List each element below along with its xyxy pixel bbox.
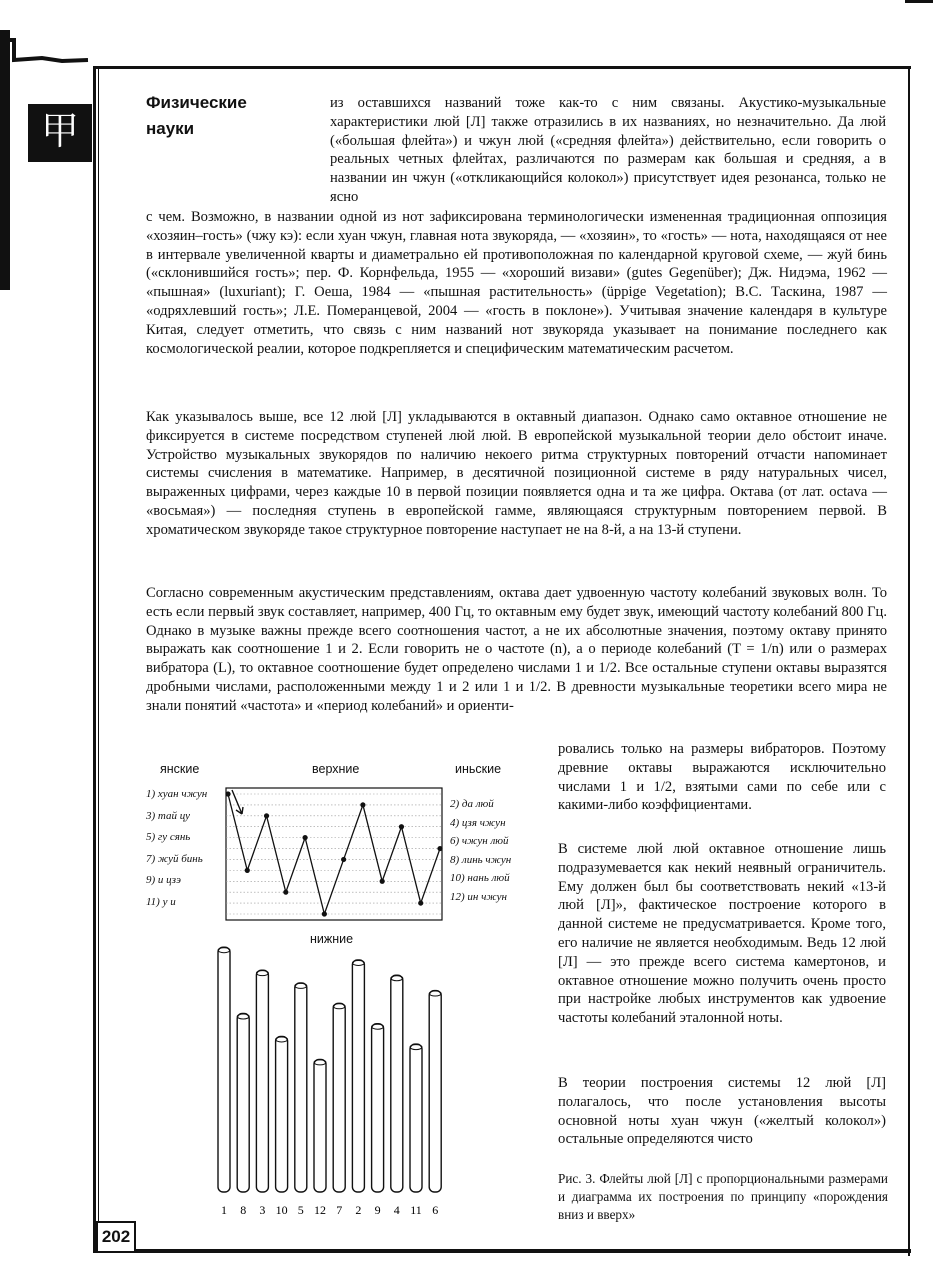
right-note-1: 2) да люй [450, 798, 494, 810]
diagram-point-7 [341, 857, 346, 862]
diagram-point-9 [380, 879, 385, 884]
diagram-point-2 [360, 802, 365, 807]
margin-scribble [2, 30, 90, 64]
flute-label-2: 2 [355, 1203, 362, 1217]
flute-bar-9 [372, 1024, 384, 1192]
right-note-4: 8) линь чжун [450, 853, 512, 866]
left-note-4: 7) жуй бинь [146, 852, 203, 865]
diagram-point-12 [322, 911, 327, 916]
section-title-line1: Физические [146, 93, 247, 112]
left-note-2: 3) тай цу [146, 809, 190, 822]
flute-label-12: 12 [314, 1203, 326, 1217]
flute-label-4: 4 [393, 1203, 400, 1217]
flute-bar-7 [333, 1003, 345, 1192]
paragraph-4: Согласно современным акустическим представлениям, октава дает удвоенную частоту колебаний звуковых волн. То есть если первый звук составляет, например, 400 Гц, то октавным ему будет звук, имеющий частоту колебаний 800 Гц. Однако в музыке важны прежде всего соотношения частот, а не их абсолютные значения, поэтому октаву принято выражать как соотношение 1 и 2. Если говорить не о частоте (n), а о периоде колебаний (T = 1/n) или о размерах вибратора (L), то октавное соотношение будет определено числами 1 и 1/2. Все остальные ступени октавы выразятся дробными числами, расположенными между 1 и 2 или 1 и 1/2. В древности музыкальные теоретики всего мира не знали понятий «частота» и «период колебаний» и ориенти- [146, 585, 887, 714]
figure-label-yin: иньские [455, 762, 502, 776]
frame-bottom-rule [93, 1249, 911, 1253]
flutes-chart [200, 930, 460, 1220]
flute-label-8: 8 [240, 1203, 247, 1217]
diagram-point-5 [302, 835, 307, 840]
left-note-5: 9) и цзэ [146, 874, 181, 886]
section-title [146, 90, 247, 142]
paragraph-1: из оставшихся названий тоже как-то с ним связаны. Акустико-музыкальные характеристики люй [Л] также отразились в их названиях, но незначительно. Да люй («большая флейта») и чжун люй («средняя флейта») действительно, если говорить о реальных четных флейтах, различаются по размерам как большая и средняя, а в названии ин чжун («откликающийся колокол») присутствует идея резонанса, только не ясно [330, 95, 886, 205]
section-title-line2: науки [146, 119, 195, 138]
paragraph-2: с чем. Возможно, в названии одной из нот зафиксирована терминологически измененная традиционная оппозиция «хозяин–гость» (чжу кэ): если хуан чжун, главная нота звукоряда, — «хозяин», то «гость» — нота, находящаяся от нее в интервале увеличенной кварты и диаметрально ей противоположная по календарной круговой схеме, — жуй бинь («склонившийся гость»; пер. Ф. Корнфельда, 1955 — «хороший визави» (gutes Gegenüber); Дж. Нидэма, 1962 — «пышная» (luxuriant); Г. Оеша, 1984 — «пышная растительность» (üppige Vegetation); В.С. Таскина, 1987 — «одряхлевший гость»; Л.Е. Померанцевой, 2004 — «гость в поклоне»). Учитывая значение календаря в культуре Китая, следует отметить, что связь с ним названий нот звукоряда указывает на понимание последнего как космологической реалии, которое подкрепляется и специфическим математическим расчетом. [146, 209, 887, 357]
corner-mark [905, 0, 933, 3]
right-note-3: 6) чжун люй [450, 835, 509, 847]
diagram-point-6 [437, 846, 442, 851]
diagram-point-8 [245, 868, 250, 873]
diagram-zigzag-line [228, 794, 440, 914]
flute-label-7: 7 [336, 1203, 343, 1217]
diagram-arrow [232, 790, 243, 814]
right-note-5: 10) нань люй [450, 872, 510, 884]
flute-bar-3 [256, 970, 268, 1192]
flute-bar-12 [314, 1059, 326, 1192]
flute-label-1: 1 [221, 1203, 227, 1217]
left-note-6: 11) у и [146, 895, 176, 908]
paragraph-5: ровались только на размеры вибраторов. Поэтому древние октавы выражаются исключительно числами 1 и 1/2, взятыми сами по себе или с какими-либо коэффициентами. [558, 741, 886, 814]
diagram-point-1 [225, 791, 230, 796]
frame-top-rule [93, 66, 911, 69]
flute-bar-6 [429, 991, 441, 1192]
emblem-icon: 甲 [28, 104, 92, 162]
margin-bar [0, 30, 10, 290]
figure-label-yang: янские [160, 762, 200, 776]
frame-left-inner-rule [98, 66, 99, 1251]
flute-bar-2 [352, 960, 364, 1192]
flute-bar-1 [218, 947, 230, 1192]
diagram-point-3 [264, 813, 269, 818]
flute-label-9: 9 [374, 1203, 381, 1217]
flute-bar-4 [391, 975, 403, 1192]
flute-label-11: 11 [410, 1203, 422, 1217]
figure-caption: Рис. 3. Флейты люй [Л] с пропорциональными размерами и диаграмма их построения по принципу «порождения вниз и вверх» [558, 1171, 888, 1222]
page-number: 202 [96, 1221, 136, 1253]
figure-label-lower: нижние [310, 932, 354, 946]
left-note-3: 5) гу сянь [146, 831, 191, 843]
flute-bar-8 [237, 1014, 249, 1193]
diagram-point-11 [418, 900, 423, 905]
flute-label-10: 10 [275, 1203, 288, 1217]
right-note-2: 4) цзя чжун [450, 816, 506, 829]
diagram-point-4 [399, 824, 404, 829]
left-note-1: 1) хуан чжун [146, 788, 208, 800]
frame-right-rule [908, 66, 910, 1256]
figure-label-upper: верхние [312, 762, 360, 776]
diagram-frame [226, 788, 442, 920]
flute-bar-5 [295, 983, 307, 1192]
frame-left-rule [93, 66, 96, 1251]
paragraph-6: В системе люй люй октавное отношение лишь подразумевается как некий неявный ограничитель. Ему должен был бы соответствовать некий «13-й люй [Л]», фактическое построение которого в данной системе не предусматривается. Кроме того, его наличие не является необходимым. Ведь 12 люй [Л] — это прежде всего система камертонов, и октавное отношение можно получить очень просто при настройке любых инструментов как удвоение частоты колебаний эталонной ноты. [558, 841, 886, 1027]
paragraph-3: Как указывалось выше, все 12 люй [Л] укладываются в октавный диапазон. Однако само октавное отношение не фиксируется в системе посредством ступеней люй люй. В европейской музыкальной теории дело обстоит иначе. Устройство музыкальных звукорядов по наличию некоего ритма структурных повторений отчасти напоминает системы счисления в математике. Например, в десятичной позиционной системе в ряду натуральных чисел, выраженных цифрами, через каждые 10 в первой позиции появляется одна и та же цифра. Октава (от лат. octava — «восьмая») — последняя ступень в европейской гамме, являющаяся структурным повторением первой. В хроматическом звукоряде такое структурное повторение наступает не на 8-й, а на 13-й ступени. [146, 409, 887, 538]
flute-bar-11 [410, 1044, 422, 1192]
flute-label-3: 3 [259, 1203, 266, 1217]
flute-label-5: 5 [297, 1203, 304, 1217]
paragraph-7: В теории построения системы 12 люй [Л] полагалось, что после установления высоты основной ноты хуан чжун («желтый колокол») остальные определяются чисто [558, 1075, 886, 1148]
diagram-point-10 [283, 890, 288, 895]
flute-bar-10 [276, 1036, 288, 1192]
right-note-6: 12) ин чжун [450, 890, 507, 903]
flute-label-6: 6 [432, 1203, 439, 1217]
